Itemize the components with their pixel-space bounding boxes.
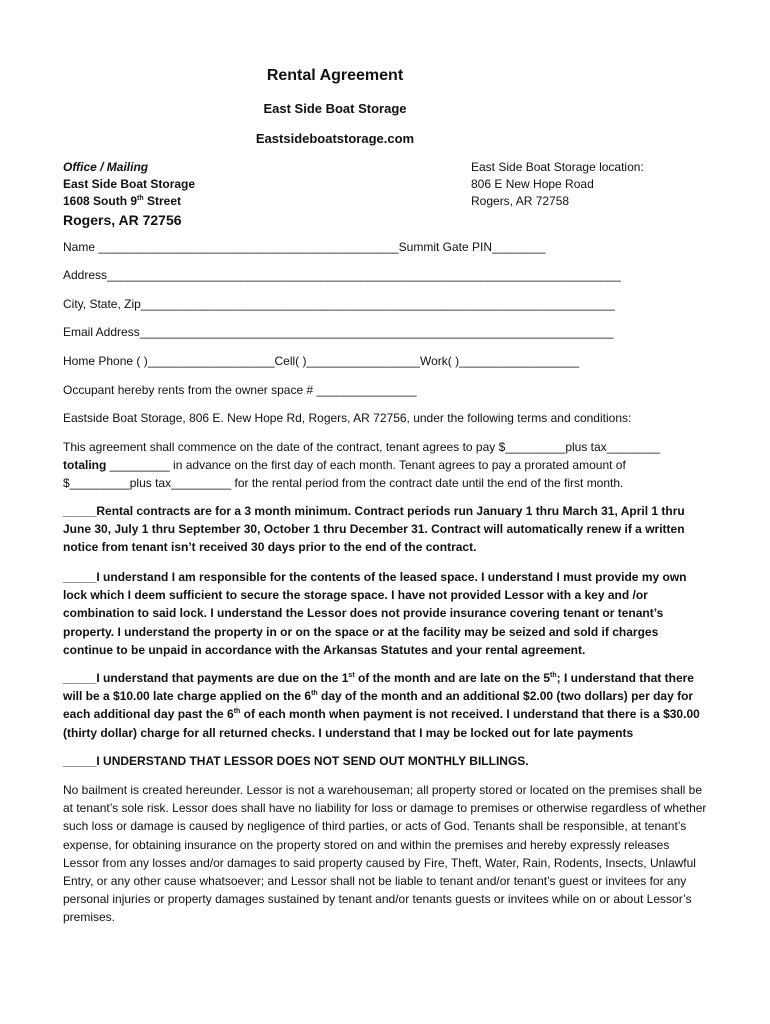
name-pin-field[interactable]: Name _____________________________________________Summit Gate PIN________ (63, 240, 546, 254)
location-label: East Side Boat Storage location: (471, 160, 644, 174)
office-street-name: Street (143, 194, 181, 208)
intro-paragraph: Eastside Boat Storage, 806 E. New Hope Rd, Rogers, AR 72756, under the following terms and conditions: (63, 411, 632, 425)
bailment-paragraph: No bailment is created hereunder. Lessor is not a warehouseman; all property stored or located on the premises shall be at tenant’s sole risk. Lessor does shall have no liability for loss or damage to premises or otherwise regardless of whether such loss or damage is caused by negligence of third parties, or acts of God. Tenants shall be responsible, at tenant’s expense, for obtaining insurance on the property stored on and within the premises and hereby expressly releases Lessor from any losses and/or damages to said property caused by Fire, Theft, Water, Rain, Rodents, Insects, Unlawful Entry, or any other cause whatsoever; and Lessor shall not be liable to tenant and/or tenant’s guest or invitees for any personal injuries or property damages sustained by tenant and/or tenants guests or invitees while on or about Lessor’s premises. (63, 783, 707, 925)
office-label: Office / Mailing (63, 160, 149, 174)
responsibility-paragraph: _____I understand I am responsible for the contents of the leased space. I understand I must provide my own lock which I deem sufficient to secure the storage space. I have not provided Lessor with a key and /or combination to said lock. I understand the Lessor does not provide insurance covering tenant or tenant’s property. I understand the property in or on the space or at the facility may be seized and sold if charges continue to be unpaid in accordance with the Arkansas Statutes and your rental agreement. (63, 570, 687, 657)
payments-sup-3: th (311, 690, 318, 698)
storage-location-address (471, 159, 644, 210)
totaling-label: totaling (63, 458, 107, 473)
commencement-line-1: This agreement shall commence on the date of the contract, tenant agrees to pay $_________plus tax________ (63, 440, 661, 454)
office-mailing-address (63, 159, 195, 230)
company-name: East Side Boat Storage (263, 101, 407, 116)
payments-sup-1: st (348, 672, 355, 679)
contract-terms-paragraph: _____Rental contracts are for a 3 month minimum. Contract periods run January 1 thru March 31, April 1 thru June 30, July 1 thru September 30, October 1 thru December 31. Contract will automatically renew if a written notice from tenant isn’t received 30 days prior to the end of the contract. (63, 504, 685, 555)
commencement-paragraph (63, 438, 708, 493)
payments-text-1: _____I understand that payments are due on the 1 (63, 671, 349, 685)
payments-text-3: ; I understand that there will be a $10.00 late charge applied on the 6 (63, 671, 694, 704)
payments-sup-2: th (550, 672, 557, 679)
office-city: Rogers, AR 72756 (63, 212, 182, 228)
occupant-space-field[interactable]: Occupant hereby rents from the owner space # _______________ (63, 383, 417, 397)
payments-sup-4: th (233, 708, 241, 716)
city-state-zip-field[interactable]: City, State, Zip_______________________________________________________________________ (63, 297, 615, 311)
commencement-line-2-text: _________ in advance on the first day of each month. Tenant agrees to pay a prorated amount of (106, 458, 626, 473)
payments-text-4: day of the month and an additional $2.00 (two dollars) per day for each additional day past the 6 (63, 689, 694, 722)
email-field[interactable]: Email Address_______________________________________________________________________ (63, 325, 614, 339)
company-website: Eastsideboatstorage.com (255, 131, 415, 146)
commencement-line-2 (63, 456, 708, 474)
office-street-suffix-sup: th (137, 195, 144, 202)
payments-paragraph (63, 669, 708, 742)
address-field[interactable]: Address_____________________________________________________________________________ (63, 268, 621, 282)
location-street: 806 E New Hope Road (471, 177, 594, 191)
office-street (63, 193, 195, 210)
payments-text-2: of the month and are late on the 5 (354, 671, 551, 685)
payments-text-5: of each month when payment is not received. I understand that there is a $30.00 (thirty dollar) charge for all returned checks. I understand that I may be locked out for late payments (63, 707, 700, 740)
document-title: Rental Agreement (266, 67, 404, 84)
billing-notice: _____I UNDERSTAND THAT LESSOR DOES NOT SEND OUT MONTHLY BILLINGS. (63, 754, 529, 768)
office-name: East Side Boat Storage (63, 177, 196, 191)
commencement-line-3: $_________plus tax_________ for the rental period from the contract date until the end of the first month. (63, 476, 624, 491)
office-street-number: 1608 South 9 (63, 194, 138, 208)
phone-fields[interactable]: Home Phone ( )___________________Cell( )_________________Work( )__________________ (63, 354, 580, 368)
location-city: Rogers, AR 72758 (471, 194, 570, 208)
